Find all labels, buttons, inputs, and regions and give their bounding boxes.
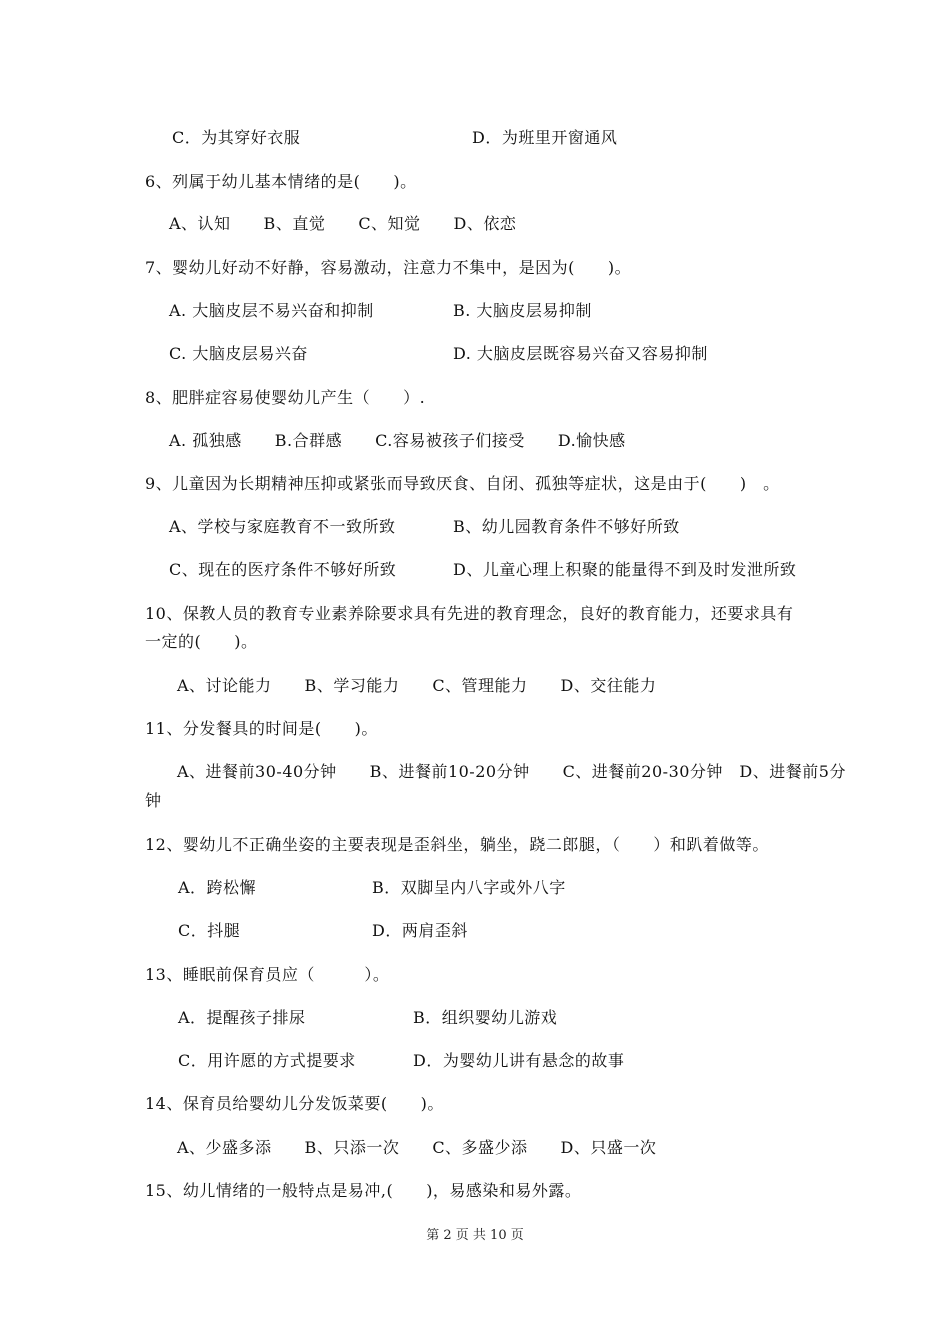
q7-stem: 7、婴幼儿好动不好静，容易激动，注意力不集中，是因为( )。 (145, 258, 632, 277)
q11-options-line1: A、进餐前30-40分钟 B、进餐前10-20分钟 C、进餐前20-30分钟 D、进餐前5分 (177, 762, 846, 781)
q9-option-a: A、学校与家庭教育不一致所致 (169, 517, 396, 536)
q13-option-b: B．组织婴幼儿游戏 (413, 1008, 558, 1027)
q8-stem: 8、肥胖症容易使婴幼儿产生（ ）. (145, 388, 426, 407)
q12-option-b: B．双脚呈内八字或外八字 (372, 878, 566, 897)
q11-options-line2: 钟 (145, 791, 162, 810)
q12-option-c: C．抖腿 (178, 921, 241, 940)
q5-option-d: D．为班里开窗通风 (472, 128, 618, 147)
q9-option-d: D、儿童心理上积聚的能量得不到及时发泄所致 (453, 560, 797, 579)
q5-option-c: C．为其穿好衣服 (172, 128, 301, 147)
q9-option-b: B、幼儿园教育条件不够好所致 (453, 517, 680, 536)
q12-stem: 12、婴幼儿不正确坐姿的主要表现是歪斜坐，躺坐，跷二郎腿，（ ）和趴着做等。 (145, 835, 769, 854)
q8-options: A. 孤独感 B.合群感 C.容易被孩子们接受 D.愉快感 (169, 431, 626, 450)
q7-option-b: B. 大脑皮层易抑制 (453, 301, 592, 320)
q10-options: A、讨论能力 B、学习能力 C、管理能力 D、交往能力 (177, 676, 657, 695)
q12-option-d: D．两肩歪斜 (372, 921, 468, 940)
q11-stem: 11、分发餐具的时间是( )。 (145, 719, 378, 738)
q10-stem-line2: 一定的( )。 (145, 632, 258, 651)
q6-stem: 6、列属于幼儿基本情绪的是( )。 (145, 172, 417, 191)
q7-option-a: A. 大脑皮层不易兴奋和抑制 (169, 301, 374, 320)
q13-option-d: D．为婴幼儿讲有悬念的故事 (413, 1051, 625, 1070)
q7-option-c: C. 大脑皮层易兴奋 (169, 344, 308, 363)
q12-option-a: A．跨松懈 (178, 878, 257, 897)
q15-stem: 15、幼儿情绪的一般特点是易冲,( )，易感染和易外露。 (145, 1181, 582, 1200)
q9-stem: 9、儿童因为长期精神压抑或紧张而导致厌食、自闭、孤独等症状，这是由于( ) 。 (145, 474, 780, 493)
q13-stem: 13、睡眠前保育员应（ ）。 (145, 965, 390, 984)
q10-stem-line1: 10、保教人员的教育专业素养除要求具有先进的教育理念，良好的教育能力，还要求具有 (145, 604, 794, 623)
q7-option-d: D. 大脑皮层既容易兴奋又容易抑制 (453, 344, 708, 363)
q9-option-c: C、现在的医疗条件不够好所致 (169, 560, 397, 579)
q14-options: A、少盛多添 B、只添一次 C、多盛少添 D、只盛一次 (177, 1138, 657, 1157)
page-number-footer: 第 2 页 共 10 页 (426, 1228, 524, 1243)
q6-options: A、认知 B、直觉 C、知觉 D、依恋 (169, 214, 517, 233)
q14-stem: 14、保育员给婴幼儿分发饭菜要( )。 (145, 1094, 444, 1113)
q13-option-c: C．用许愿的方式提要求 (178, 1051, 356, 1070)
q13-option-a: A．提醒孩子排尿 (178, 1008, 306, 1027)
